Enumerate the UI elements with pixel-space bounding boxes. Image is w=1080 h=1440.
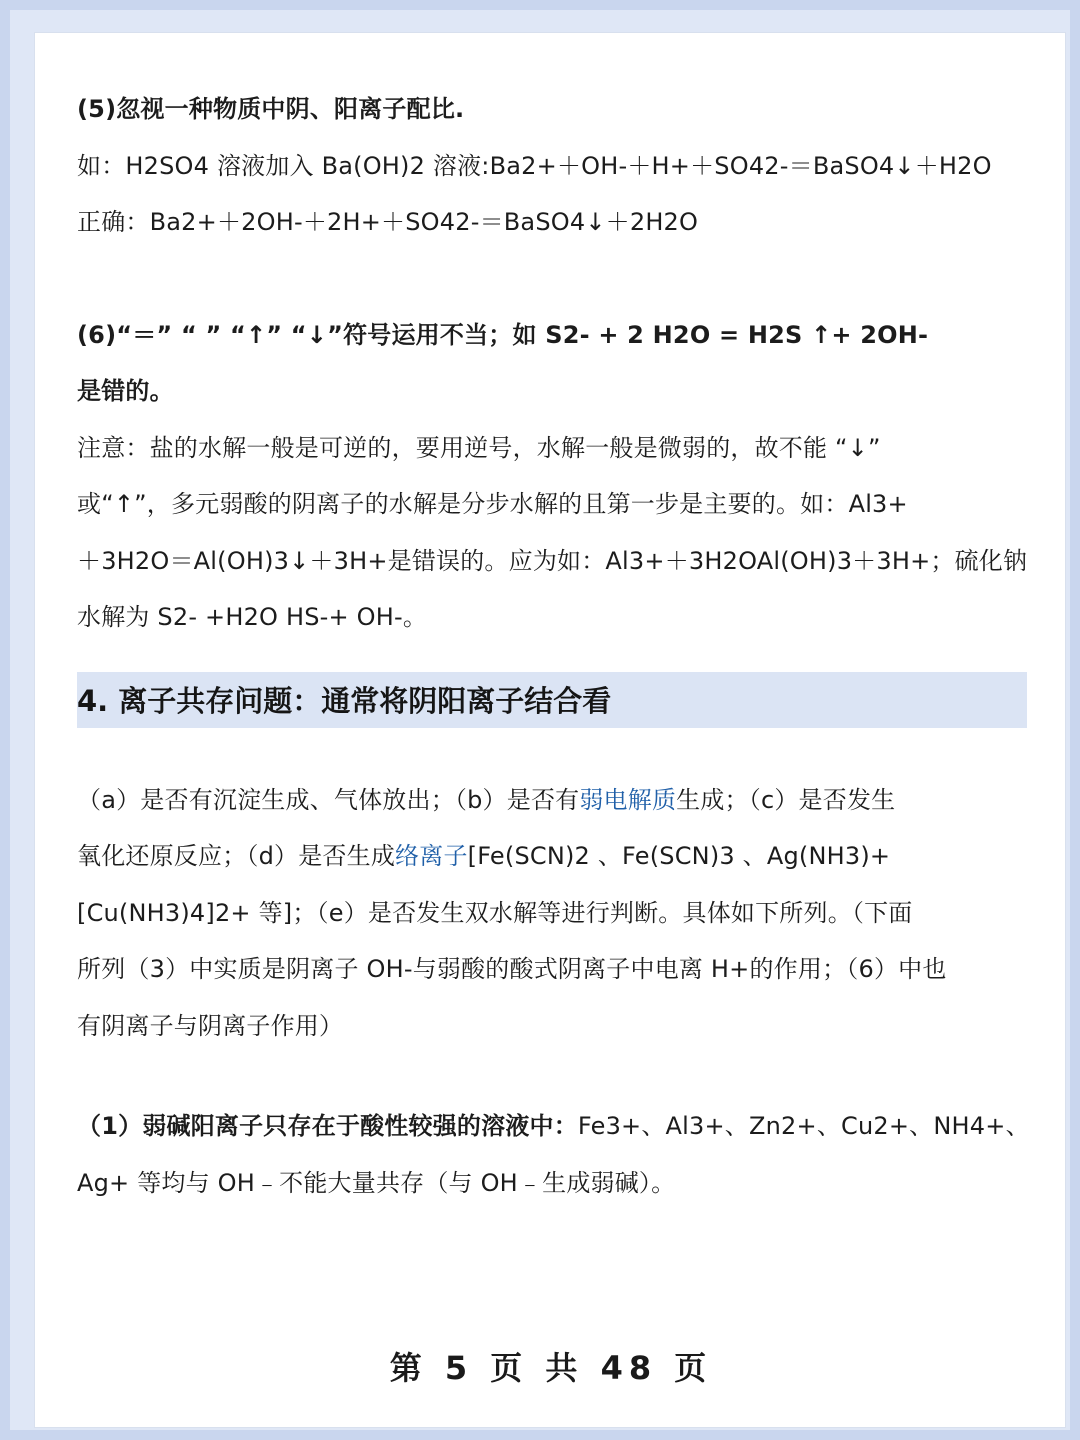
item5-correct: 正确：Ba2+＋2OH-＋2H+＋SO42-＝BaSO4↓＋2H2O — [77, 208, 699, 236]
para-a-line3: [Cu(NH3)4]2+ 等]；（e）是否发生双水解等进行判断。具体如下所列。（下面 — [77, 898, 913, 927]
item6-line1: (6)“＝” “ ” “↑” “↓”符号运用不当；如 S2- + 2 H2O = H2S ↑+ 2OH- — [77, 320, 929, 349]
link-weak-electrolyte[interactable]: 弱电解质 — [579, 785, 677, 814]
link-complex-ion[interactable]: 络离子 — [395, 842, 468, 870]
spacer — [77, 251, 1027, 307]
document-page — [34, 32, 1066, 1428]
item1-line1 — [77, 1098, 1030, 1155]
note-line1: 注意：盐的水解一般是可逆的，要用逆号，水解一般是微弱的，故不能 “↓” — [77, 433, 881, 462]
item1-line2: Ag+ 等均与 OH﹣不能大量共存（与 OH﹣生成弱碱）。 — [77, 1168, 676, 1197]
note-line4: 水解为 S2- +H2O HS-+ OH-。 — [77, 603, 428, 631]
para-a-line2-post: [Fe(SCN)2 、Fe(SCN)3 、Ag(NH3)+ — [467, 842, 891, 870]
item1-line1-rest: Fe3+、Al3+、Zn2+、Cu2+、NH4+、 — [577, 1112, 1030, 1140]
page-content — [77, 81, 1030, 1211]
para-a-line4: 所列（3）中实质是阴离子 OH-与弱酸的酸式阴离子中电离 H+的作用；（6）中也 — [77, 955, 947, 983]
spacer — [77, 1054, 1027, 1098]
para-a-line1-post: 生成；（c）是否发生 — [676, 785, 896, 814]
item6-line2: 是错的。 — [77, 377, 174, 405]
para-a-line5: 有阴离子与阴离子作用） — [77, 1011, 344, 1040]
item1-line1-bold: （1）弱碱阳离子只存在于酸性较强的溶液中： — [77, 1112, 578, 1140]
page-number-footer: 第 5 页 共 48 页 — [389, 1349, 713, 1387]
section-heading-4: 4. 离子共存问题：通常将阴阳离子结合看 — [77, 672, 1027, 728]
note-line2: 或“↑”，多元弱酸的阴离子的水解是分步水解的且第一步是主要的。如：Al3+ — [77, 490, 908, 518]
item5-example: 如：H2SO4 溶液加入 Ba(OH)2 溶液:Ba2+＋OH-＋H+＋SO42-＝BaSO4↓＋H2O — [77, 151, 992, 180]
item5-title: (5)忽视一种物质中阴、阳离子配比. — [77, 95, 465, 123]
note-line3: ＋3H2O＝Al(OH)3↓＋3H+是错误的。应为如：Al3+＋3H2OAl(OH)3＋3H+；硫化钠 — [77, 546, 1028, 575]
page-frame — [10, 10, 1070, 1430]
para-a-line2 — [77, 828, 1027, 885]
spacer — [77, 728, 1027, 772]
para-a-line1 — [77, 772, 1027, 829]
para-a-line1-pre: （a）是否有沉淀生成、气体放出；（b）是否有 — [77, 785, 580, 814]
para-a-line2-pre: 氧化还原反应；（d）是否生成 — [77, 842, 396, 870]
